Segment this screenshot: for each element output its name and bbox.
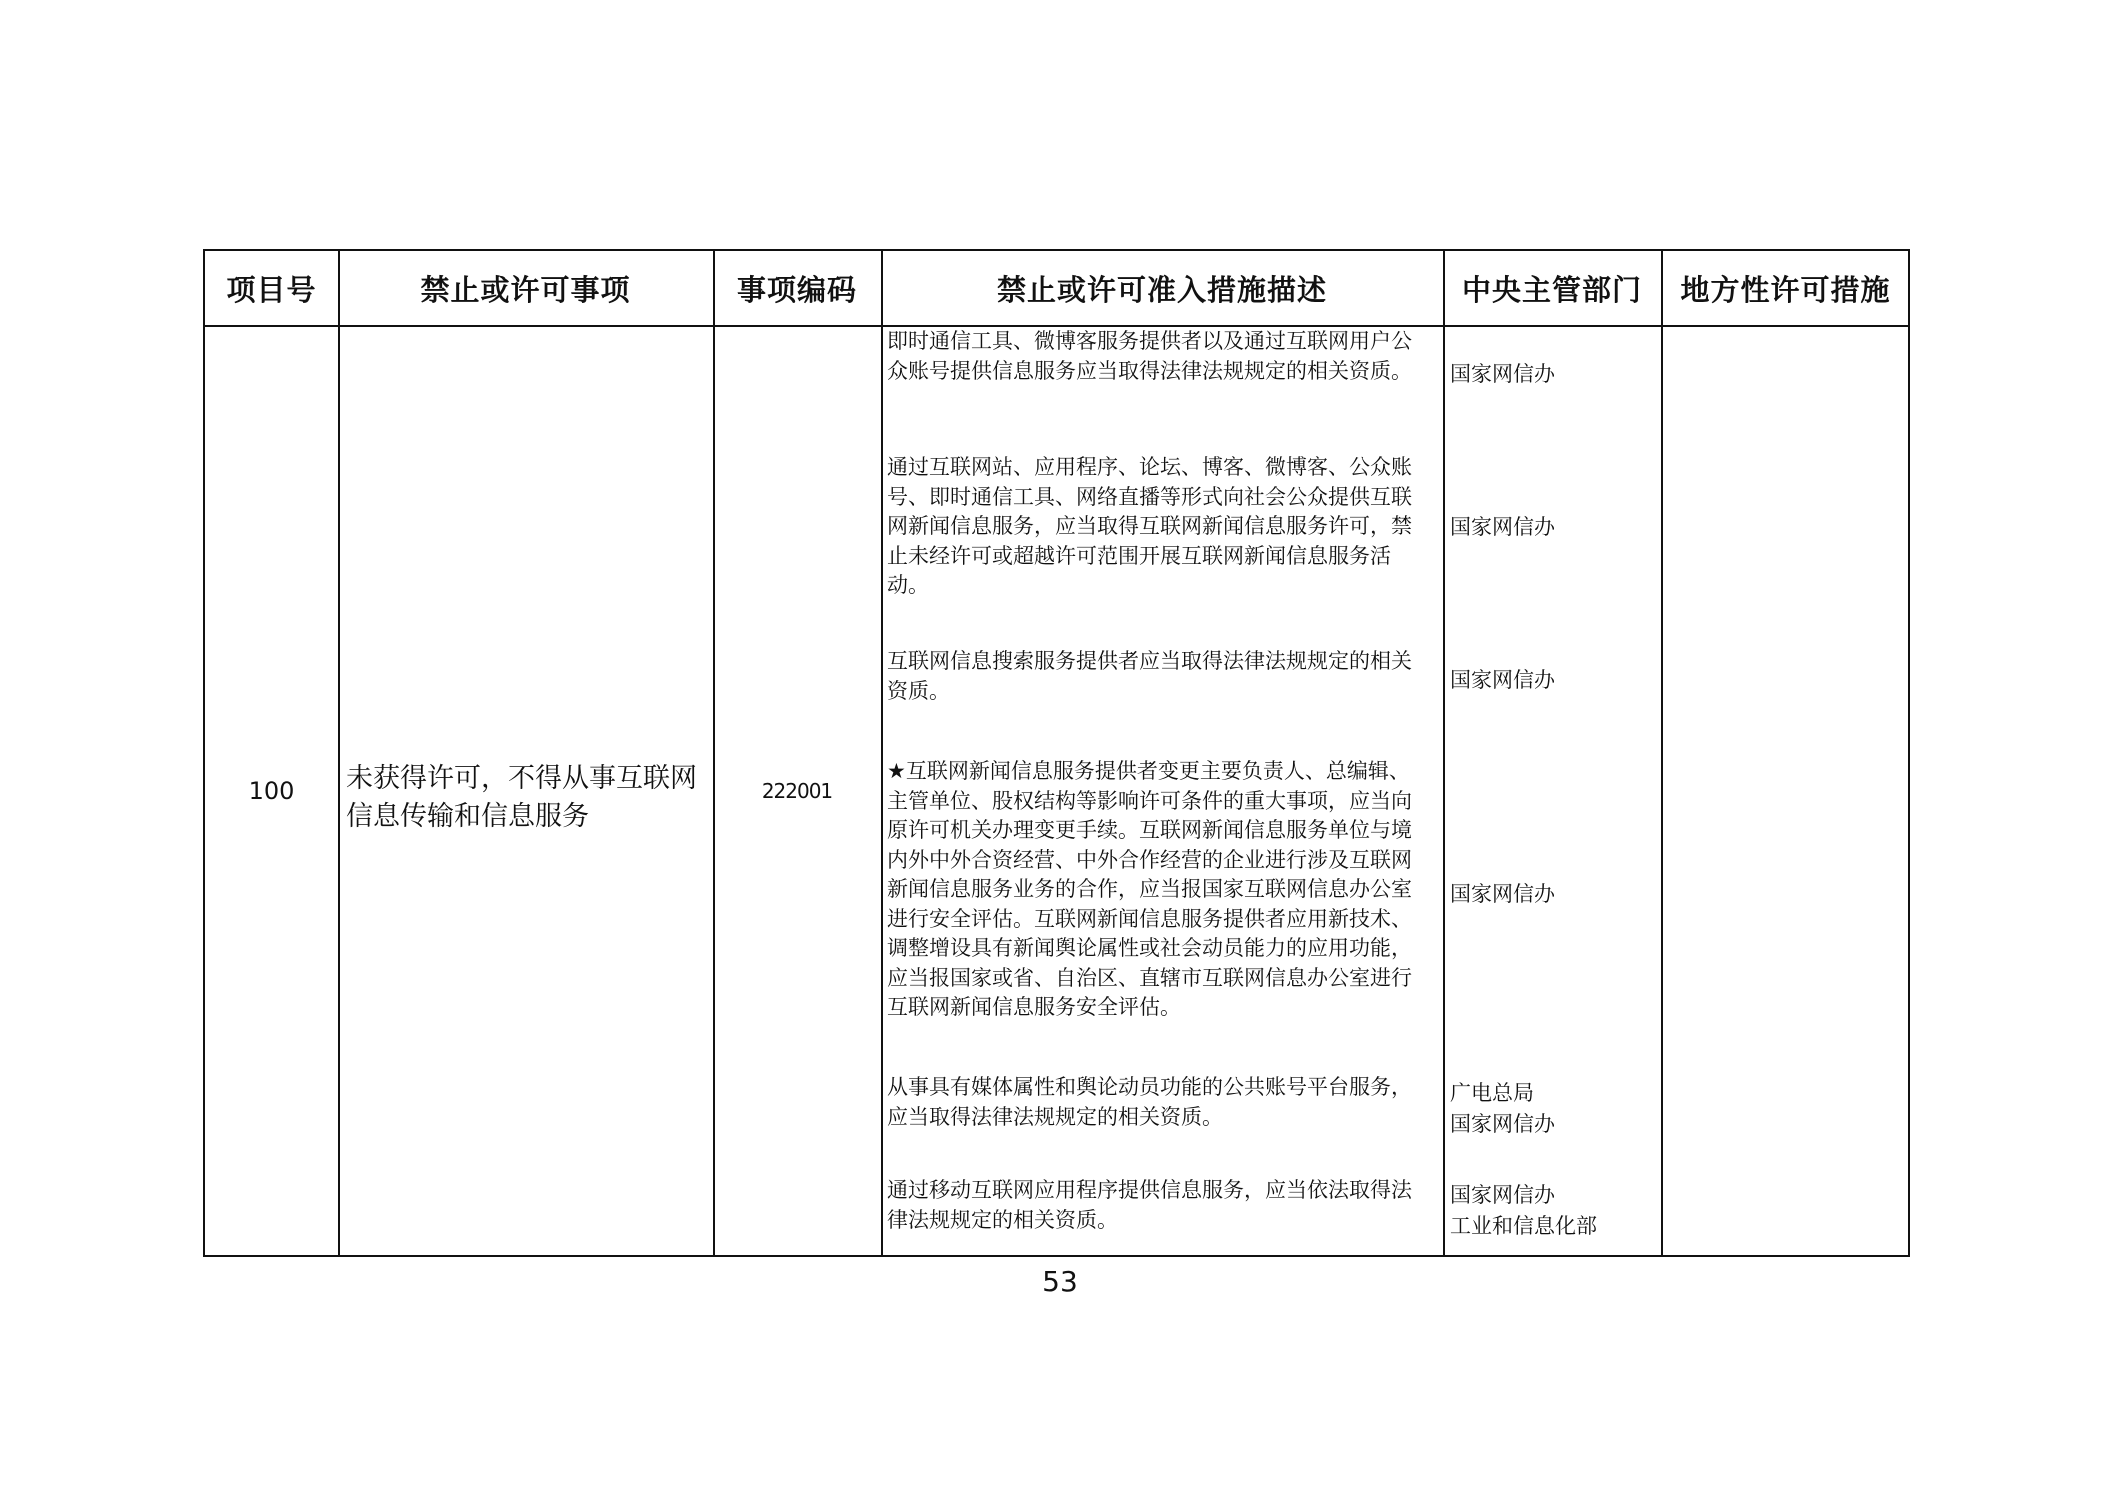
measure-description: 通过移动互联网应用程序提供信息服务，应当依法取得法律法规规定的相关资质。 (887, 1178, 1412, 1232)
header-central-department: 中央主管部门 (1461, 272, 1642, 307)
central-department: 国家网信办 (1450, 1183, 1555, 1207)
column-divider (338, 251, 340, 1255)
item-code: 222001 (761, 779, 833, 803)
page-number: 53 (1042, 1265, 1078, 1298)
measure-description: 互联网信息搜索服务提供者应当取得法律法规规定的相关资质。 (887, 649, 1412, 703)
header-item: 禁止或许可事项 (420, 272, 631, 307)
central-department: 国家网信办 (1450, 668, 1555, 692)
item-number: 100 (248, 777, 295, 805)
column-divider (881, 251, 883, 1255)
central-department: 国家网信办 (1450, 1112, 1555, 1136)
central-department: 国家网信办 (1450, 882, 1555, 906)
item-name: 未获得许可，不得从事互联网信息传输和信息服务 (346, 763, 697, 832)
central-department: 广电总局 (1450, 1081, 1534, 1105)
header-measure-description: 禁止或许可准入措施描述 (996, 272, 1327, 307)
measure-description: 通过互联网站、应用程序、论坛、博客、微博客、公众账号、即时通信工具、网络直播等形式向社会公众提供互联网新闻信息服务，应当取得互联网新闻信息服务许可，禁止未经许可或超越许可范围开展互联网新闻信息服务活动。 (887, 455, 1412, 597)
central-department: 工业和信息化部 (1450, 1214, 1597, 1238)
column-divider (1443, 251, 1445, 1255)
local-measures-cell (1661, 327, 1910, 1255)
central-department: 国家网信办 (1450, 515, 1555, 539)
header-item-number: 项目号 (226, 272, 317, 307)
header-item-code: 事项编码 (736, 272, 857, 307)
measure-description: ★互联网新闻信息服务提供者变更主要负责人、总编辑、主管单位、股权结构等影响许可条件的重大事项，应当向原许可机关办理变更手续。互联网新闻信息服务单位与境内外中外合资经营、中外合作经营的企业进行涉及互联网新闻信息服务业务的合作，应当报国家互联网信息办公室进行安全评估。互联网新闻信息服务提供者应用新技术、调整增设具有新闻舆论属性或社会动员能力的应用功能，应当报国家或省、自治区、直辖市互联网信息办公室进行互联网新闻信息服务安全评估。 (887, 759, 1412, 1019)
measure-description: 即时通信工具、微博客服务提供者以及通过互联网用户公众账号提供信息服务应当取得法律法规规定的相关资质。 (887, 329, 1412, 383)
permit-table (203, 249, 1910, 1257)
header-local-measures: 地方性许可措施 (1680, 272, 1891, 307)
measure-description: 从事具有媒体属性和舆论动员功能的公共账号平台服务，应当取得法律法规规定的相关资质。 (887, 1075, 1412, 1129)
central-department: 国家网信办 (1450, 362, 1555, 386)
